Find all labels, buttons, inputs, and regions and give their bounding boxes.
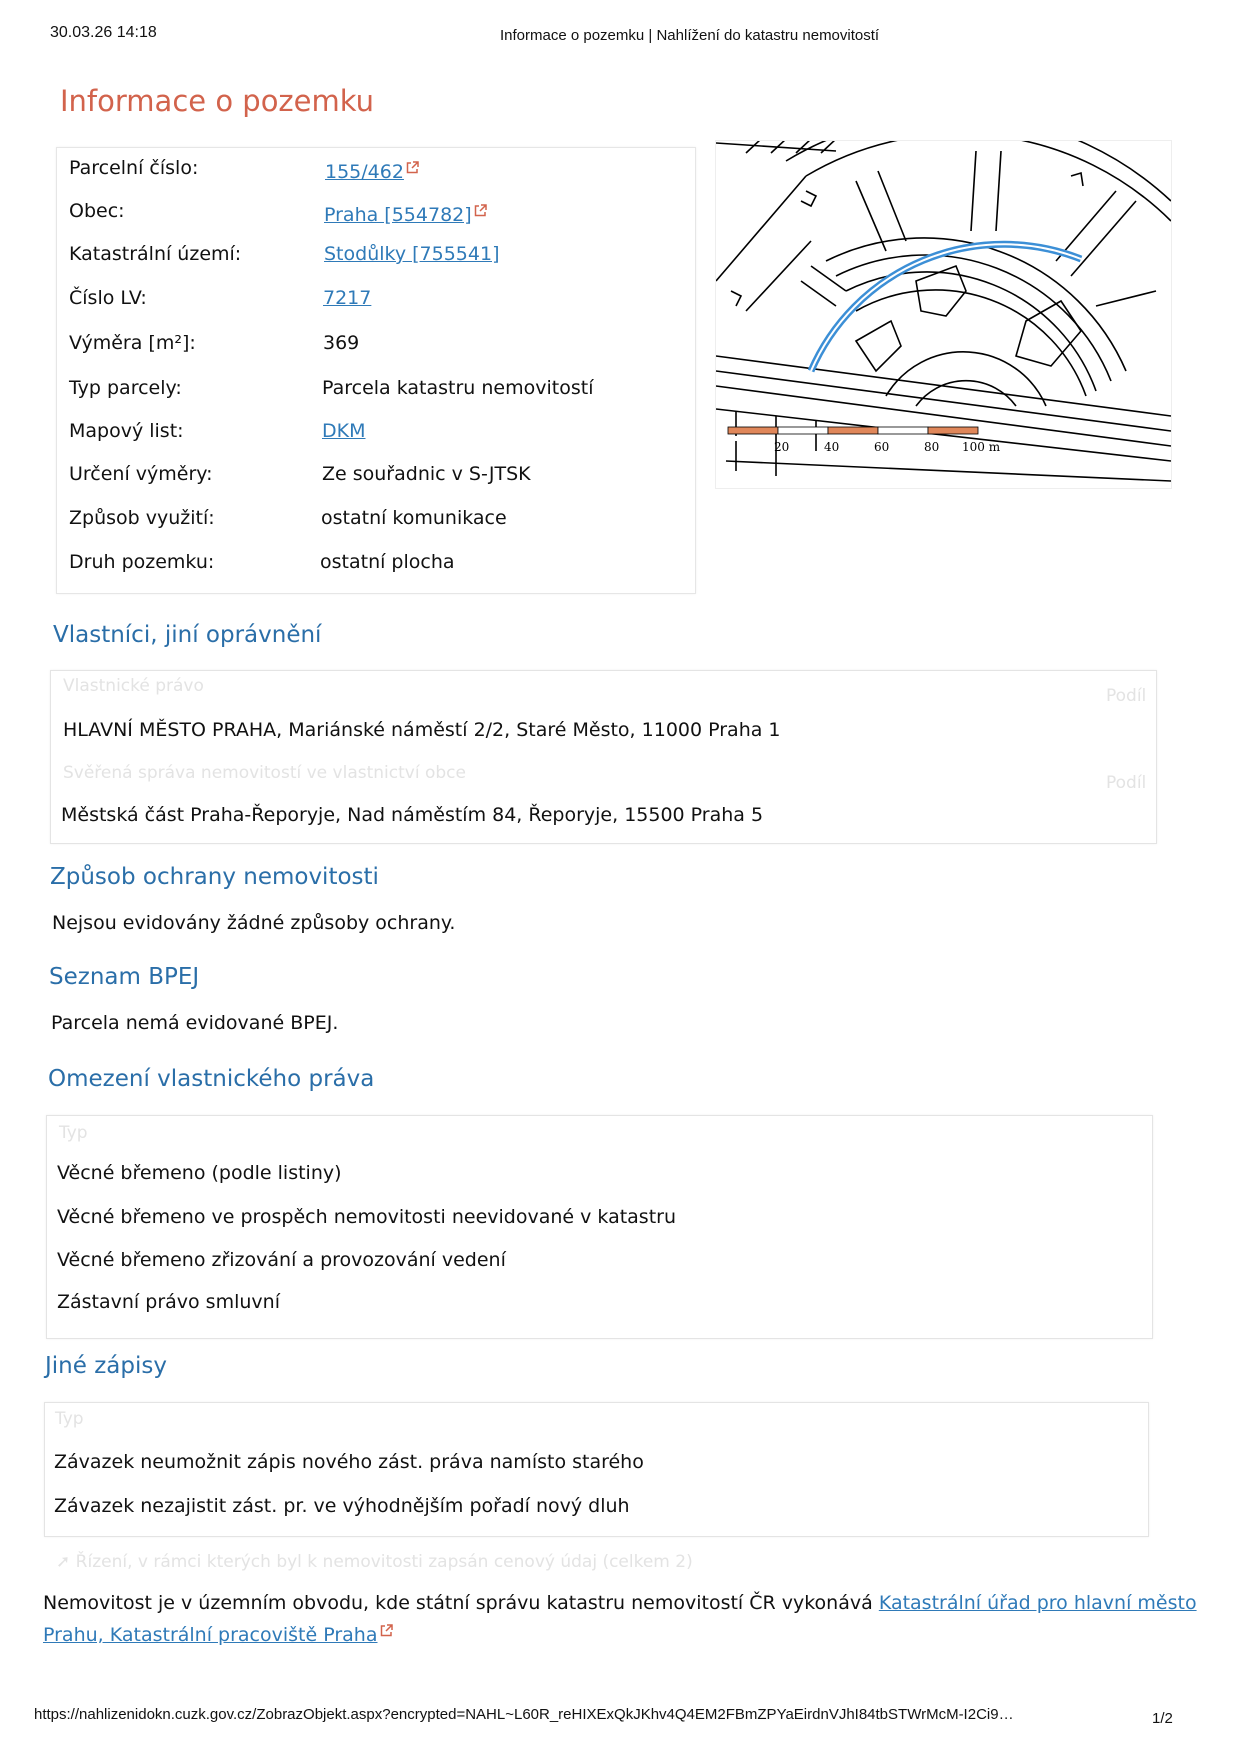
lv-number-link[interactable]: 7217 <box>323 287 372 309</box>
external-link-icon[interactable] <box>474 200 487 213</box>
municipality-value <box>324 200 487 226</box>
municipality-label: Obec: <box>69 200 125 222</box>
restriction-item: Věcné břemeno zřizování a provozování vedení <box>57 1249 506 1271</box>
area-determination-label: Určení výměry: <box>69 463 213 485</box>
office-note-text: Nemovitost je v územním obvodu, kde státní správu katastru nemovitostí ČR vykonává <box>43 1592 873 1614</box>
page-title: Informace o pozemku <box>60 84 375 118</box>
area-determination-value: Ze souřadnic v S-JTSK <box>322 463 531 485</box>
cadastral-map-drawing <box>716 141 1171 488</box>
map-sheet-label: Mapový list: <box>69 420 184 442</box>
scale-label: 60 <box>874 440 890 454</box>
scale-label: 20 <box>774 440 790 454</box>
other-records-section-title: Jiné zápisy <box>45 1353 167 1379</box>
scale-label: 80 <box>924 440 940 454</box>
trusted-management-header: Svěřená správa nemovitostí ve vlastnictví obce <box>63 763 466 783</box>
cadastral-area-link[interactable]: Stodůlky [755541] <box>324 243 500 265</box>
map-scale-bar <box>728 427 1001 454</box>
print-page-title: Informace o pozemku | Nahlížení do katastru nemovitostí <box>500 27 880 44</box>
restrictions-panel <box>46 1115 1153 1339</box>
restriction-item: Věcné břemeno ve prospěch nemovitosti neevidované v katastru <box>57 1206 677 1228</box>
proceedings-expander[interactable] <box>56 1552 693 1572</box>
restriction-item: Zástavní právo smluvní <box>57 1291 280 1313</box>
area-label: Výměra [m²]: <box>69 332 196 354</box>
scale-label: 40 <box>824 440 840 454</box>
cadastral-office-link-cont[interactable]: Prahu, Katastrální pracoviště Praha <box>43 1624 378 1646</box>
scale-label: 100 m <box>962 440 1001 454</box>
other-record-item: Závazek nezajistit zást. pr. ve výhodnějším pořadí nový dluh <box>54 1495 630 1517</box>
parcel-number-label: Parcelní číslo: <box>69 157 199 179</box>
parcel-info-panel <box>56 147 696 594</box>
parcel-highlight <box>811 244 1081 371</box>
external-link-icon[interactable] <box>380 1620 393 1633</box>
type-header: Typ <box>55 1409 84 1429</box>
share-header: Podíl <box>1106 773 1147 793</box>
owner-entry: HLAVNÍ MĚSTO PRAHA, Mariánské náměstí 2/2, Staré Město, 11000 Praha 1 <box>63 719 781 741</box>
map-sheet-link[interactable]: DKM <box>322 420 366 442</box>
area-value: 369 <box>323 332 360 354</box>
share-header: Podíl <box>1106 686 1147 706</box>
parcel-type-value: Parcela katastru nemovitostí <box>322 377 594 399</box>
land-type-value: ostatní plocha <box>320 551 455 573</box>
protection-section-title: Způsob ochrany nemovitosti <box>50 864 379 890</box>
print-datetime: 30.03.26 14:18 <box>50 24 157 41</box>
cadastral-area-value <box>324 243 499 265</box>
owner-entry: Městská část Praha-Řeporyje, Nad náměstím 84, Řeporyje, 15500 Praha 5 <box>61 804 764 826</box>
bpej-section-title: Seznam BPEJ <box>49 964 200 990</box>
lv-number-label: Číslo LV: <box>69 287 147 309</box>
land-use-label: Způsob využití: <box>69 507 215 529</box>
municipality-link[interactable]: Praha [554782] <box>324 204 472 226</box>
print-page-number: 1/2 <box>1152 1710 1173 1727</box>
other-record-item: Závazek neumožnit zápis nového zást. práva namísto starého <box>54 1451 644 1473</box>
office-note-line2 <box>43 1620 393 1646</box>
office-note-line1 <box>43 1592 1197 1614</box>
map-sheet-value <box>322 420 365 442</box>
external-link-icon[interactable] <box>406 157 419 170</box>
cadastral-area-label: Katastrální území: <box>69 243 242 265</box>
ownership-header: Vlastnické právo <box>63 676 204 696</box>
cadastral-map[interactable] <box>715 140 1172 489</box>
parcel-number-link[interactable]: 155/462 <box>325 161 404 183</box>
proceedings-note: Řízení, v rámci kterých byl k nemovitosti zapsán cenový údaj (celkem 2) <box>75 1552 693 1572</box>
protection-text: Nejsou evidovány žádné způsoby ochrany. <box>52 912 456 934</box>
other-records-panel <box>44 1402 1149 1537</box>
parcel-number-value <box>325 157 419 183</box>
restriction-item: Věcné břemeno (podle listiny) <box>57 1162 342 1184</box>
parcel-type-label: Typ parcely: <box>69 377 182 399</box>
restrictions-section-title: Omezení vlastnického práva <box>48 1066 375 1092</box>
cadastral-office-link[interactable]: Katastrální úřad pro hlavní město <box>878 1592 1197 1614</box>
bpej-text: Parcela nemá evidované BPEJ. <box>51 1012 339 1034</box>
lv-number-value <box>323 287 371 309</box>
owners-section-title: Vlastníci, jiní oprávnění <box>53 622 322 648</box>
land-type-label: Druh pozemku: <box>69 551 215 573</box>
type-header: Typ <box>59 1123 88 1143</box>
expand-icon: ➚ <box>56 1552 71 1572</box>
print-url: https://nahlizenidokn.cuzk.gov.cz/ZobrazObjekt.aspx?encrypted=NAHL~L60R_reHIXExQkJKhv4Q4EM2FBmZPYaEirdnVJhI84tbSTWrMcM-I2Ci9… <box>34 1706 1014 1723</box>
owners-panel <box>50 670 1157 844</box>
land-use-value: ostatní komunikace <box>321 507 507 529</box>
